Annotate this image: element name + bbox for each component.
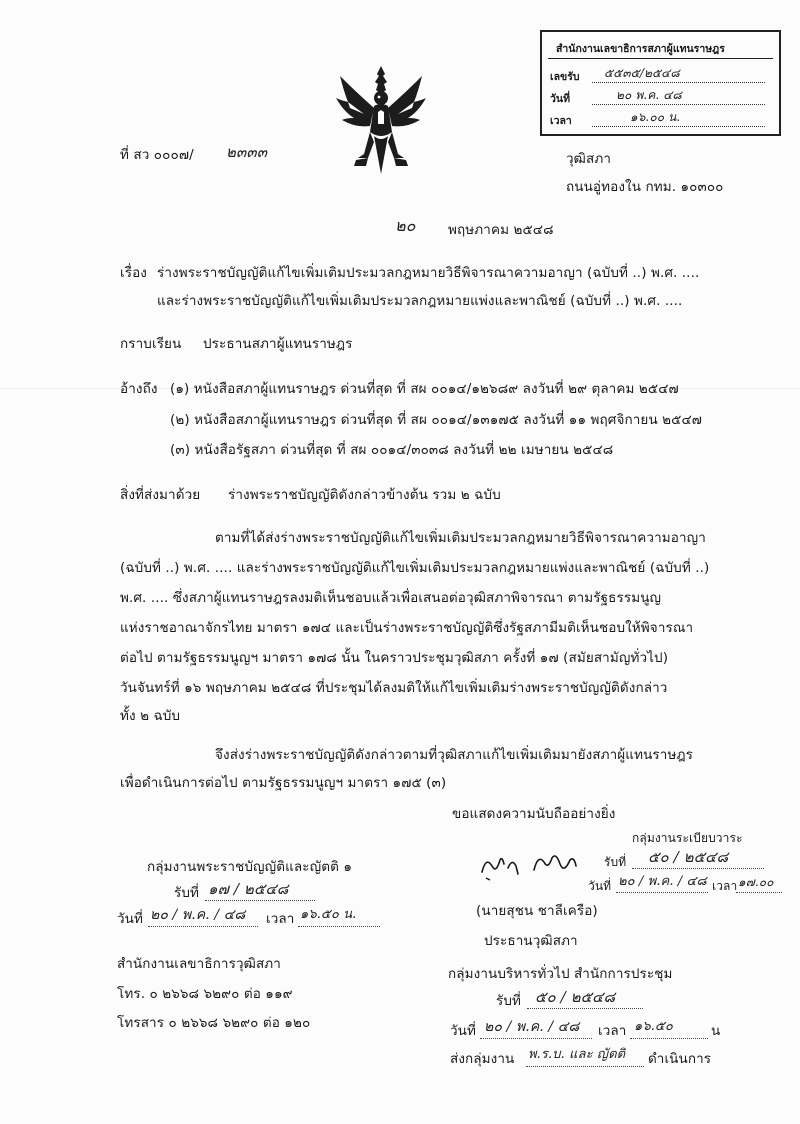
signatory-name: (นายสุชน ชาลีเครือ) [476, 903, 598, 919]
admin-stamp-time-value: ๑๖.๕๐ [634, 1019, 673, 1034]
body-line: เพื่อดำเนินการต่อไป ตามรัฐธรรมนูญฯ มาตรา ๑๗๕ (๓) [120, 775, 447, 791]
left-stamp-title: กลุ่มงานพระราชบัญญัติและญัตติ ๑ [147, 859, 353, 875]
registry-stamp-date-value: ๒๐ / พ.ค. / ๔๘ [618, 874, 707, 889]
signatory-position: ประธานวุฒิสภา [484, 933, 578, 949]
admin-stamp-time-label: เวลา [598, 1023, 627, 1039]
date-month-year: พฤษภาคม ๒๕๔๘ [448, 222, 554, 238]
stamp-dotted-line [205, 900, 315, 901]
body-line: ต่อไป ตามรัฐธรรมนูญฯ มาตรา ๑๗๘ นั้น ในคราวประชุมวุฒิสภา ครั้งที่ ๑๗ (สมัยสามัญทั่วไป) [120, 650, 669, 666]
admin-stamp-forward-suffix: ดำเนินการ [648, 1051, 712, 1067]
stamp-dotted-line [616, 892, 708, 893]
admin-stamp-rub-value: ๕๐ / ๒๕๔๘ [535, 988, 616, 1006]
stamp-value-received-no: ๕๕๓๕/๒๕๔๘ [604, 66, 680, 80]
stamp-dotted-line [480, 1038, 592, 1039]
garuda-emblem-icon [334, 62, 428, 178]
stamp-label-time: เวลา [550, 115, 572, 127]
registry-stamp-time-value: ๑๗.๐๐ [738, 875, 774, 889]
handwritten-signature [478, 848, 590, 884]
admin-stamp-forward-label: ส่งกลุ่มงาน [450, 1051, 515, 1067]
sender-organization: วุฒิสภา [566, 151, 611, 167]
stamp-dotted-line [592, 104, 765, 105]
body-line: แห่งราชอาณาจักรไทย มาตรา ๑๗๔ และเป็นร่างพระราชบัญญัติซึ่งรัฐสภามีมติเห็นชอบให้พิจารณา [120, 620, 694, 636]
left-stamp-rub-value: ๑๗ / ๒๕๔๘ [208, 880, 289, 898]
body-line: วันจันทร์ที่ ๑๖ พฤษภาคม ๒๕๔๘ ที่ประชุมได้ลงมติให้แก้ไขเพิ่มเติมร่างพระราชบัญญัติดังกล่าว [120, 680, 668, 696]
stamp-divider [548, 58, 773, 59]
stamp-dotted-line [592, 126, 765, 127]
footer-telephone: โทร. ๐ ๒๖๖๘ ๖๒๙๐ ต่อ ๑๑๙ [117, 986, 293, 1002]
admin-stamp-time-suffix: น [711, 1023, 721, 1039]
stamp-dotted-line [630, 1038, 708, 1039]
admin-stamp-date-label: วันที่ [450, 1023, 477, 1039]
body-line: ทั้ง ๒ ฉบับ [120, 708, 181, 724]
stamp-label-received-no: เลขรับ [550, 71, 580, 83]
references-label: อ้างถึง [120, 381, 158, 397]
receipt-stamp-secretariat [540, 30, 781, 136]
body-line: พ.ศ. .... ซึ่งสภาผู้แทนราษฎรลงมติเห็นชอบแล้วเพื่อเสนอต่อวุฒิสภาพิจารณา ตามรัฐธรรมนูญ [120, 590, 662, 606]
left-stamp-date-label: วันที่ [117, 911, 144, 927]
admin-stamp-title: กลุ่มงานบริหารทั่วไป สำนักการประชุม [448, 966, 673, 982]
subject-line-2: และร่างพระราชบัญญัติแก้ไขเพิ่มเติมประมวลกฎหมายแพ่งและพาณิชย์ (ฉบับที่ ..) พ.ศ. .... [157, 293, 683, 309]
stamp-dotted-line [592, 82, 765, 83]
stamp-value-date: ๒๐ พ.ค. ๔๘ [616, 88, 682, 102]
body-line: จึงส่งร่างพระราชบัญญัติดังกล่าวตามที่วุฒิสภาแก้ไขเพิ่มเติมมายังสภาผู้แทนราษฎร [215, 747, 693, 763]
reference-item: (๓) หนังสือรัฐสภา ด่วนที่สุด ที่ สผ ๐๐๑๔/๓๐๓๘ ลงวันที่ ๒๒ เมษายน ๒๕๔๘ [170, 442, 614, 458]
stamp-dotted-line [526, 1066, 644, 1067]
enclosure-text: ร่างพระราชบัญญัติดังกล่าวข้างต้น รวม ๒ ฉบับ [228, 487, 501, 503]
registry-stamp-time-label: เวลา [712, 879, 738, 893]
footer-office: สำนักงานเลขาธิการวุฒิสภา [117, 956, 281, 972]
stamp-dotted-line [148, 926, 258, 927]
salutation-recipient: ประธานสภาผู้แทนราษฎร [203, 336, 353, 352]
left-stamp-time-label: เวลา [266, 911, 295, 927]
admin-stamp-forward-value: พ.ร.บ. และ ญัตติ [528, 1047, 626, 1062]
stamp-dotted-line [736, 892, 782, 893]
stamp-dotted-line [632, 868, 764, 869]
stamp-value-time: ๑๖.๐๐ น. [630, 110, 681, 124]
date-day-handwritten: ๒๐ [395, 216, 416, 235]
body-line: ตามที่ได้ส่งร่างพระราชบัญญัติแก้ไขเพิ่มเติมประมวลกฎหมายวิธีพิจารณาความอาญา [215, 530, 706, 546]
enclosure-label: สิ่งที่ส่งมาด้วย [120, 487, 201, 503]
sender-address: ถนนอู่ทองใน กทม. ๑๐๓๐๐ [566, 179, 724, 195]
footer-fax: โทรสาร ๐ ๒๖๖๘ ๖๒๙๐ ต่อ ๑๒๐ [117, 1015, 311, 1031]
reference-item: (๒) หนังสือสภาผู้แทนราษฎร ด่วนที่สุด ที่ สผ ๐๐๑๔/๑๓๑๗๕ ลงวันที่ ๑๑ พฤศจิกายน ๒๕๔๗ [170, 412, 703, 428]
salutation-label: กราบเรียน [120, 336, 182, 352]
stamp-dotted-line [527, 1008, 643, 1009]
admin-stamp-date-value: ๒๐ / พ.ค. / ๔๘ [484, 1019, 580, 1035]
reference-number-handwritten: ๒๓๓๓ [226, 143, 268, 161]
body-line: (ฉบับที่ ..) พ.ศ. .... และร่างพระราชบัญญัติแก้ไขเพิ่มเติมประมวลกฎหมายแพ่งและพาณิชย์ (ฉบับที่ ..) [120, 560, 710, 576]
registry-stamp-title: กลุ่มงานระเบียบวาระ [632, 831, 743, 845]
stamp-title: สำนักงานเลขาธิการสภาผู้แทนราษฎร [556, 43, 725, 55]
subject-line-1: ร่างพระราชบัญญัติแก้ไขเพิ่มเติมประมวลกฎหมายวิธีพิจารณาความอาญา (ฉบับที่ ..) พ.ศ. .... [157, 265, 700, 281]
reference-number-prefix: ที่ สว ๐๐๐๗/ [120, 147, 194, 163]
closing-phrase: ขอแสดงความนับถืออย่างยิ่ง [452, 806, 616, 822]
subject-label: เรื่อง [120, 265, 147, 281]
registry-stamp-date-label: วันที่ [588, 879, 612, 893]
left-stamp-date-value: ๒๐ / พ.ค. / ๔๘ [150, 907, 246, 923]
stamp-dotted-line [298, 926, 380, 927]
registry-stamp-rub-label: รับที่ [604, 855, 627, 869]
left-stamp-time-value: ๑๖.๕๐ น. [300, 907, 357, 922]
stamp-label-date: วันที่ [550, 93, 570, 105]
reference-item: (๑) หนังสือสภาผู้แทนราษฎร ด่วนที่สุด ที่ สผ ๐๐๑๔/๑๒๖๘๙ ลงวันที่ ๒๙ ตุลาคม ๒๕๔๗ [170, 381, 679, 397]
left-stamp-rub-label: รับที่ [174, 885, 200, 901]
registry-stamp-rub-value: ๕๐ / ๒๕๔๘ [648, 848, 729, 866]
admin-stamp-rub-label: รับที่ [496, 993, 522, 1009]
